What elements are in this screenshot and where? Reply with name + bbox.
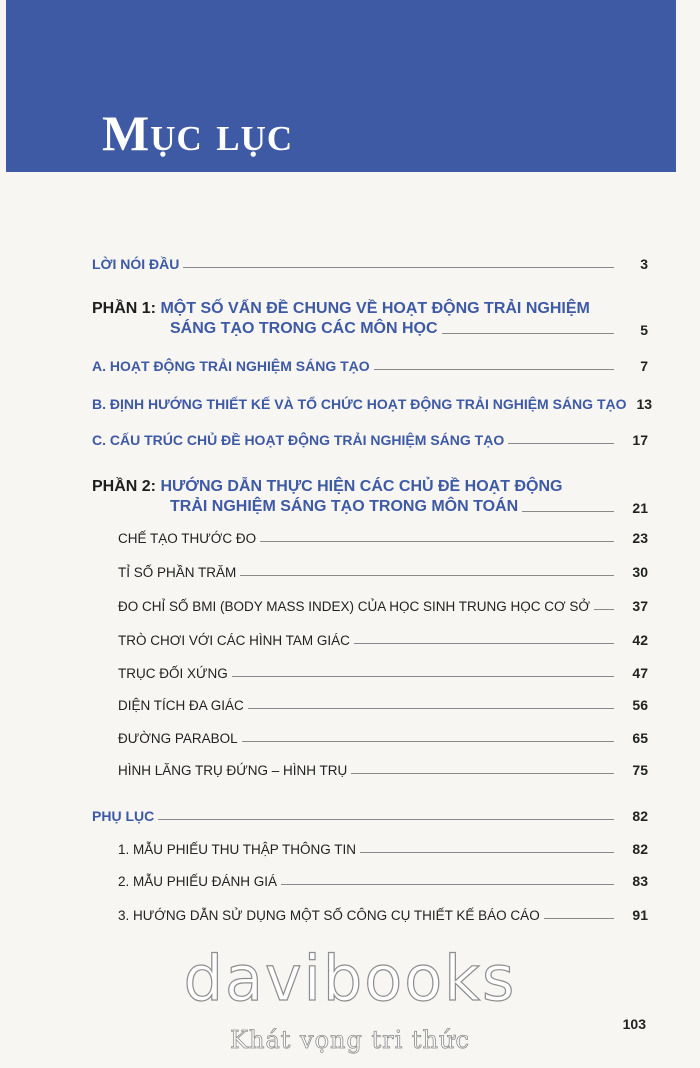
watermark-tagline: Khát vọng tri thức bbox=[230, 1026, 470, 1054]
leader-line bbox=[183, 266, 614, 268]
toc-page-number: 42 bbox=[632, 632, 648, 648]
toc-entry-label: LỜI NÓI ĐẦU bbox=[92, 256, 180, 272]
toc-entry-label: PHỤ LỤC bbox=[92, 808, 155, 824]
leader-line bbox=[260, 540, 614, 542]
toc-page-number: 47 bbox=[632, 665, 648, 681]
toc-page-number: 17 bbox=[632, 432, 648, 448]
leader-line bbox=[281, 883, 614, 885]
leader-line bbox=[594, 608, 614, 610]
toc-entry-label: CHẾ TẠO THƯỚC ĐO bbox=[118, 531, 257, 546]
toc-topic[interactable] bbox=[118, 762, 648, 778]
toc-entry-label: ĐO CHỈ SỐ BMI (BODY MASS INDEX) CỦA HỌC SINH TRUNG HỌC CƠ SỞ bbox=[118, 599, 590, 614]
part1-title-line1: MỘT SỐ VẤN ĐỀ CHUNG VỀ HOẠT ĐỘNG TRẢI NGHIỆM bbox=[160, 300, 590, 317]
leader-line bbox=[508, 442, 614, 444]
toc-topic[interactable] bbox=[118, 632, 648, 648]
toc-page-number: 56 bbox=[632, 697, 648, 713]
toc-entry-appendix[interactable] bbox=[92, 808, 648, 824]
toc-appendix-item[interactable] bbox=[118, 841, 648, 857]
leader-line bbox=[354, 642, 614, 644]
toc-topic[interactable] bbox=[118, 697, 648, 713]
toc-page-number: 82 bbox=[632, 841, 648, 857]
part2-title-row[interactable] bbox=[170, 498, 648, 516]
toc-page-number: 7 bbox=[640, 358, 648, 374]
toc-topic[interactable] bbox=[118, 530, 648, 546]
toc-page-number: 13 bbox=[636, 396, 653, 412]
leader-line bbox=[242, 740, 614, 742]
toc-entry-label: B. ĐỊNH HƯỚNG THIẾT KẾ VÀ TỔ CHỨC HOẠT ĐỘNG TRẢI NGHIỆM SÁNG TẠO bbox=[92, 396, 627, 412]
toc-appendix-item[interactable] bbox=[118, 907, 648, 923]
toc-page-number: 83 bbox=[632, 873, 648, 889]
part2-title-line2: TRẢI NGHIỆM SÁNG TẠO TRONG MÔN TOÁN bbox=[170, 498, 519, 515]
toc-entry-label: C. CẤU TRÚC CHỦ ĐỀ HOẠT ĐỘNG TRẢI NGHIỆM SÁNG TẠO bbox=[92, 432, 505, 448]
toc-section-a[interactable] bbox=[92, 358, 648, 374]
leader-line bbox=[232, 675, 614, 677]
toc-topic[interactable] bbox=[118, 730, 648, 746]
toc-page-number: 75 bbox=[632, 762, 648, 778]
leader-line bbox=[522, 510, 614, 512]
toc-entry-label: 2. MẪU PHIẾU ĐÁNH GIÁ bbox=[118, 874, 278, 889]
leader-line bbox=[351, 772, 614, 774]
toc-entry-label: ĐƯỜNG PARABOL bbox=[118, 731, 238, 746]
toc-page-number: 82 bbox=[632, 808, 648, 824]
part1-title-line2: SÁNG TẠO TRONG CÁC MÔN HỌC bbox=[170, 320, 438, 337]
toc-appendix-item[interactable] bbox=[118, 873, 648, 889]
toc-entry-label: 1. MẪU PHIẾU THU THẬP THÔNG TIN bbox=[118, 842, 357, 857]
toc-page-number: 3 bbox=[640, 256, 648, 272]
leader-line bbox=[544, 917, 614, 919]
part2-label: PHẦN 2: bbox=[92, 478, 157, 495]
toc-entry-label: TRÒ CHƠI VỚI CÁC HÌNH TAM GIÁC bbox=[118, 633, 350, 648]
toc-entry-label: 3. HƯỚNG DẪN SỬ DỤNG MỘT SỐ CÔNG CỤ THIẾT KẾ BÁO CÁO bbox=[118, 908, 540, 923]
part1-title-row[interactable] bbox=[170, 320, 648, 338]
part1-label: PHẦN 1: bbox=[92, 300, 157, 317]
leader-line bbox=[158, 818, 614, 820]
watermark-logo: davibooks bbox=[183, 942, 517, 1015]
toc-topic[interactable] bbox=[118, 665, 648, 681]
toc-entry-label: HÌNH LĂNG TRỤ ĐỨNG – HÌNH TRỤ bbox=[118, 763, 348, 778]
leader-line bbox=[442, 332, 614, 334]
leader-line bbox=[248, 707, 614, 709]
toc-page-number: 65 bbox=[632, 730, 648, 746]
toc-page-number: 37 bbox=[632, 598, 648, 614]
toc-page-number: 21 bbox=[632, 500, 648, 516]
toc-entry-label: TỈ SỐ PHẦN TRĂM bbox=[118, 565, 237, 580]
part2-heading[interactable] bbox=[92, 478, 562, 496]
toc-entry-label: DIỆN TÍCH ĐA GIÁC bbox=[118, 698, 244, 713]
toc-entry-label: A. HOẠT ĐỘNG TRẢI NGHIỆM SÁNG TẠO bbox=[92, 358, 370, 374]
toc-page-number: 5 bbox=[640, 322, 648, 338]
page-title: Mục lục bbox=[102, 105, 294, 161]
toc-page-number: 23 bbox=[632, 530, 648, 546]
toc-entry-label: TRỤC ĐỐI XỨNG bbox=[118, 666, 228, 681]
part2-title-line1: HƯỚNG DẪN THỰC HIỆN CÁC CHỦ ĐỀ HOẠT ĐỘNG bbox=[160, 478, 563, 495]
toc-topic[interactable] bbox=[118, 564, 648, 580]
leader-line bbox=[360, 851, 614, 853]
toc-page-number: 91 bbox=[632, 907, 648, 923]
toc-page-number: 30 bbox=[632, 564, 648, 580]
toc-section-b[interactable] bbox=[92, 396, 653, 412]
toc-section-c[interactable] bbox=[92, 432, 648, 448]
leader-line bbox=[240, 574, 614, 576]
toc-topic[interactable] bbox=[118, 598, 648, 614]
leader-line bbox=[374, 368, 614, 370]
part1-heading[interactable] bbox=[92, 300, 590, 318]
page-number: 103 bbox=[622, 1016, 646, 1032]
toc-entry-intro[interactable] bbox=[92, 256, 648, 272]
